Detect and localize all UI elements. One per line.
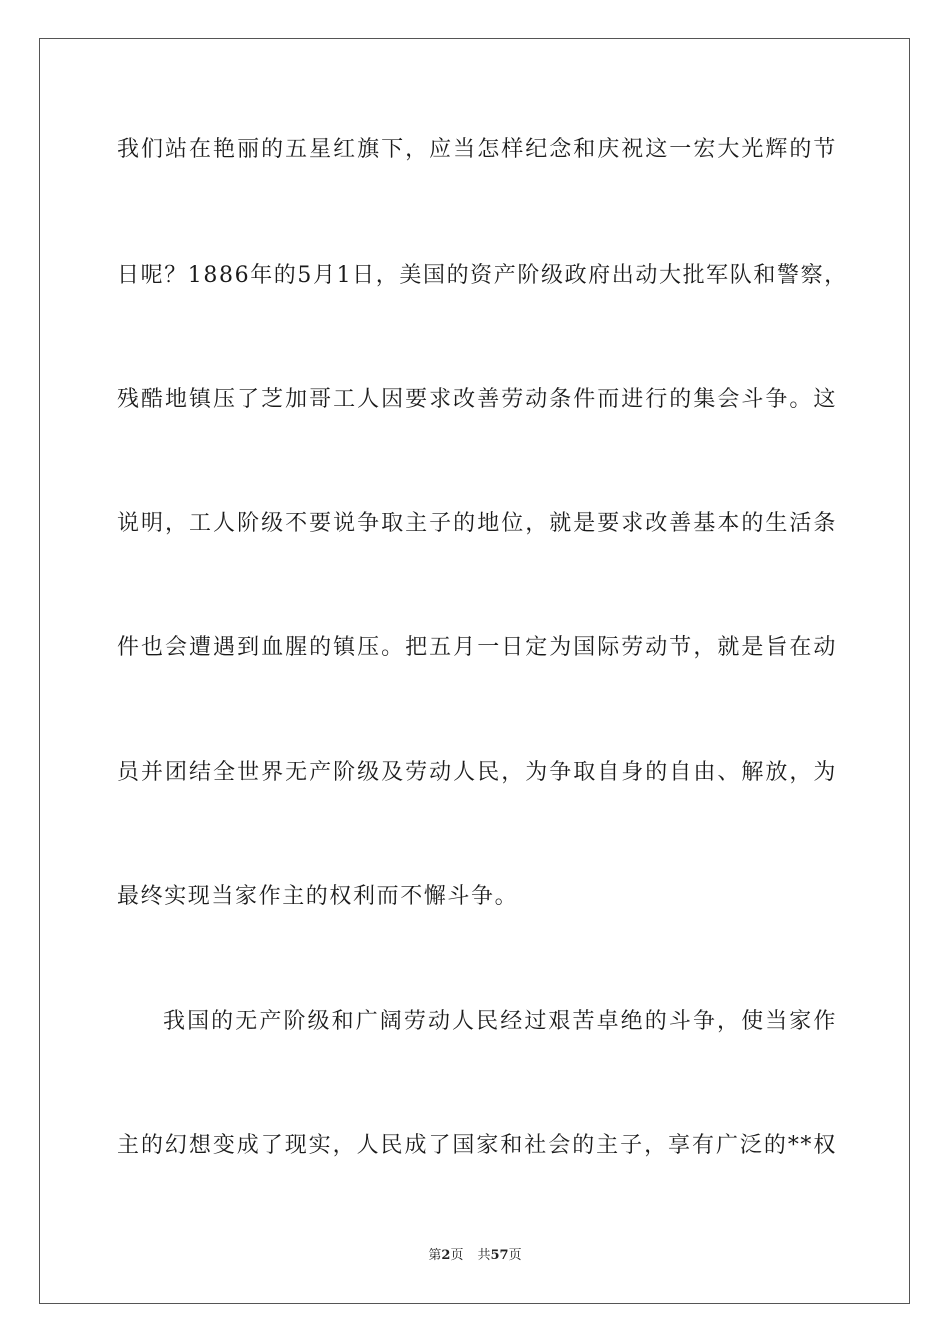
body-line-3: 残酷地镇压了芝加哥工人因要求改善劳动条件而进行的集会斗争。这 [117,387,837,412]
body-line-9: 主的幻想变成了现实，人民成了国家和社会的主子，享有广泛的**权 [117,1133,837,1158]
body-line-2: 日呢？1886年的5月1日，美国的资产阶级政府出动大批军队和警察， [117,263,848,288]
page-suffix: 页 [450,1248,464,1263]
page-footer [0,1247,950,1265]
body-line-5: 件也会遭遇到血腥的镇压。把五月一日定为国际劳动节，就是旨在动 [117,635,837,660]
body-line-6: 员并团结全世界无产阶级及劳动人民，为争取自身的自由、解放，为 [117,760,837,785]
page-prefix: 第 [428,1248,442,1263]
body-line-7: 最终实现当家作主的权利而不懈斗争。 [117,884,519,909]
body-line-4: 说明，工人阶级不要说争取主子的地位，就是要求改善基本的生活条 [117,511,837,536]
body-line-8: 我国的无产阶级和广阔劳动人民经过艰苦卓绝的斗争，使当家作 [163,1009,837,1034]
total-pages: 57 [490,1248,509,1263]
body-line-1: 我们站在艳丽的五星红旗下，应当怎样纪念和庆祝这一宏大光辉的节 [117,137,837,162]
total-suffix: 页 [508,1248,522,1263]
page-number: 2 [441,1248,451,1263]
page-frame [39,38,910,1304]
total-prefix: 共 [477,1248,491,1263]
